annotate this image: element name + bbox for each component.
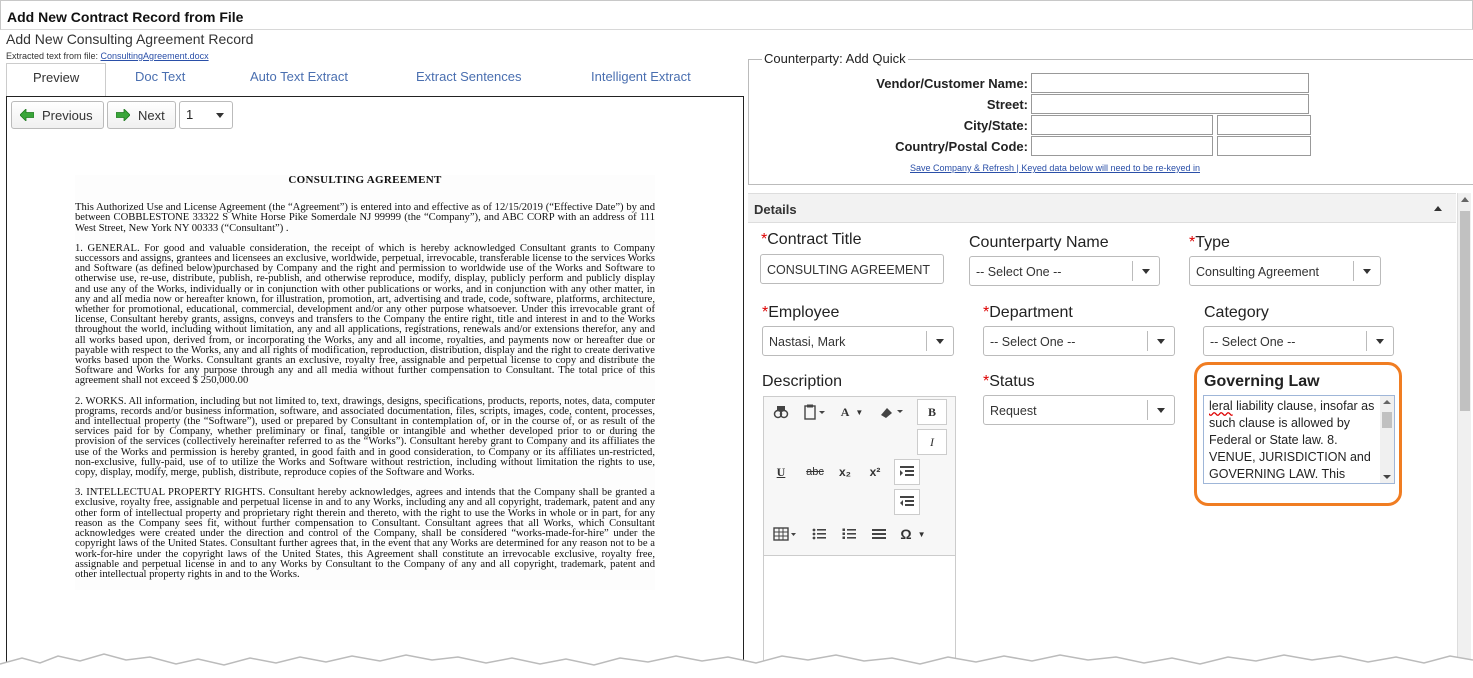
chevron-down-icon [1376,339,1384,344]
governing-law-scrollbar[interactable] [1380,396,1394,483]
document-paragraph: 1. GENERAL. For good and valuable consideration, the receipt of which is hereby acknowledged Consultant grants to Company successors and assigns, grantees and licensees an exclusive, worldwide, perpetual, irrevocable, transferable license to the services Works and Software (as defined below)purchased by Company and the right and permission to worldwide use of the Works and Software to otherwise use, re-use, distribute, publish, re-publish, and otherwise reproduce, modify, display, publicly perform and publicly display and use any of the Works, individually or in conjunction with other publications or works, and in conjunction with any other matter, in any and all media now or hereafter known, for illustration, promotion, art, advertising and trade, code, software, platforms, architecture, whether for promotional, educational, commercial, development and/or any other purpose whatsoever. Under this irrevocable grant of license, Consultant hereby grants, assigns, conveys and transfers to the Company the entire right, title and interest in and to the Works throughout the world, including without limitation, any and all applications, registrations, renewals and/or extensions therefor, any and all works based upon, derived from, or incorporating the Works, any and all income, royalties, and payments now or hereafter due or payable with respect to the Works, any and all rights of modification, reproduction, distribution, display and the right to create derivative works based upon the Works. Consultant grants an exclusive, royalty free, assignable and perpetual license to copy and distribute the Software and Works for any purpose through any and all media without further compensation to Consultant. The total price of this agreement shall not exceed $ 250,000.00 [75,242,655,387]
country-input[interactable] [1031,136,1213,156]
employee-label: *Employee [762,304,840,321]
extracted-file-link[interactable]: ConsultingAgreement.docx [100,51,209,61]
indent-icon[interactable] [894,459,920,485]
spell-error-text: leral [1209,399,1233,413]
tab-preview[interactable]: Preview [6,63,106,97]
type-select[interactable]: Consulting Agreement [1189,256,1381,286]
scrollbar-thumb[interactable] [1460,211,1470,411]
document-paragraph: 2. WORKS. All information, including but not limited to, text, drawings, designs, specifications, products, reports, notes, data, computer programs, records and/or business information, software, and associated documentation, files, scripts, images, code, content, processes, and intellectual property (the “Software”), used or prepared by Consultant in contemplation of, or in the course of, or as result of the services paid for by Company, whether preliminary or final, tangible or intangible and whether developed prior to or during the provision of the services (collectively hereinafter referred to as the “Works”). Consultant hereby grant to Company and its affiliates the use of the Works and permission is hereby granted, in good faith and in good consideration, to Company or its affiliates un-restricted, non-exclusive, fully-paid, use of to utilize the Works and Software without restriction, including without limitation the rights to use, copy, display, modify, merge, publish, distribute, reproduce copies of the Software and Works. [75,395,655,479]
employee-select[interactable]: Nastasi, Mark [762,326,954,356]
document-title: CONSULTING AGREEMENT [288,174,442,186]
superscript-button[interactable]: x² [869,465,881,479]
outdent-icon[interactable] [894,489,920,515]
contract-title-input[interactable]: CONSULTING AGREEMENT [760,254,944,284]
next-label: Next [138,107,165,123]
type-label: *Type [1189,234,1230,251]
postal-code-input[interactable] [1217,136,1311,156]
chevron-down-icon [1142,269,1150,274]
chevron-down-icon [936,339,944,344]
highlight-color-icon[interactable] [872,399,912,425]
next-button[interactable] [107,101,176,129]
city-input[interactable] [1031,115,1213,135]
status-label: *Status [983,373,1035,390]
table-icon[interactable] [768,521,802,547]
tab-auto-text-extract[interactable]: Auto Text Extract [250,69,349,84]
arrow-right-icon [116,109,130,121]
chevron-down-icon [1363,269,1371,274]
chevron-down-icon [1157,339,1165,344]
torn-edge [0,630,1473,678]
department-label: *Department [983,304,1073,321]
document-page [75,175,655,590]
previous-label: Previous [42,107,93,123]
vendor-name-label: Vendor/Customer Name: [876,76,1028,91]
governing-law-label: Governing Law [1204,373,1320,390]
collapse-up-icon[interactable] [1434,206,1442,211]
document-preview-panel [6,96,744,678]
font-color-button[interactable]: A ▼ [840,404,864,419]
italic-button[interactable]: I [917,429,947,455]
dialog-title: Add New Contract Record from File [7,9,244,25]
scrollbar-thumb[interactable] [1382,412,1392,428]
align-icon[interactable] [866,521,892,547]
tab-extract-sentences[interactable]: Extract Sentences [416,69,522,84]
bullet-list-icon[interactable] [806,521,832,547]
document-paragraph: 3. INTELLECTUAL PROPERTY RIGHTS. Consultant hereby acknowledges, agrees and intends that the Company shall be granted a exclusive, royalty free, assignable and perpetual license in and to any Works, including any and all copyright, trademark, patent and any other form of intellectual property and proprietary right therein and thereto, with the right to use the Works in whole or in part, for any reason as the Company sees fit, without further compensation to Consultant. Consultant agrees that all Works, which Consultant acknowledges were created under the direction and control of the Company, shall be considered “works-made-for-hire” under the copyright laws of the United States. Consultant further agrees that, in the event that any Works are determined for any reason not to be a work-for-hire under the copyright laws of the United States, this Agreement shall constitute an irrevocable exclusive, royalty free, assignable and perpetual license in and to any Works by Consultant to the Company of any and all copyright, trademark, patent and other intellectual property rights in and to the Works. [75,487,655,580]
details-title: Details [754,202,797,217]
previous-button[interactable] [11,101,104,129]
tab-doc-text[interactable]: Doc Text [135,69,186,84]
state-input[interactable] [1217,115,1311,135]
arrow-left-icon [20,109,34,121]
scroll-up-icon[interactable] [1461,197,1469,202]
counterparty-name-label: Counterparty Name [969,234,1109,251]
vendor-name-input[interactable] [1031,73,1309,93]
page-select[interactable] [179,101,233,129]
tab-intelligent-extract[interactable]: Intelligent Extract [591,69,691,84]
chevron-down-icon [1157,408,1165,413]
scroll-down-icon[interactable] [1383,475,1391,479]
category-label: Category [1204,304,1269,321]
preview-tabs [6,63,744,95]
counterparty-name-select[interactable]: -- Select One -- [969,256,1160,286]
dialog-titlebar [0,0,1473,30]
numbered-list-icon[interactable] [836,521,862,547]
category-select[interactable]: -- Select One -- [1203,326,1394,356]
page-select-value: 1 [186,107,194,122]
chevron-down-icon: ▼ [855,407,864,417]
counterparty-legend: Counterparty: Add Quick [764,51,906,66]
extracted-prefix: Extracted text from file: [6,51,101,61]
scroll-up-icon[interactable] [1383,400,1391,404]
subscript-button[interactable]: x₂ [838,465,851,479]
country-postal-label: Country/Postal Code: [895,139,1028,154]
bold-button[interactable]: B [917,399,947,425]
governing-law-textarea[interactable]: leral liability clause, insofar as such clause is allowed by Federal or State law. 8. VENUE, JURISDICTION and GOVERNING LAW. This [1203,395,1395,484]
street-label: Street: [986,97,1028,112]
page-subtitle: Add New Consulting Agreement Record [6,31,254,47]
chevron-down-icon: ▼ [917,529,926,539]
details-scrollbar[interactable] [1457,193,1471,673]
status-select[interactable]: Request [983,395,1175,425]
details-section-header[interactable] [748,193,1456,223]
paste-icon[interactable] [798,399,832,425]
city-state-label: City/State: [963,118,1028,133]
underline-button[interactable]: U [776,464,786,479]
special-character-button[interactable]: Ω ▼ [900,526,926,542]
save-company-link[interactable]: Save Company & Refresh | Keyed data below will need to be re-keyed in [910,163,1200,173]
description-label: Description [762,373,843,390]
document-paragraph: This Authorized Use and License Agreement (the “Agreement”) is entered into and effective as of 12/15/2019 (“Effective Date”) by and between COBBLESTONE 33322 S White Horse Pike Somerdale NJ 99999 (the “Company”), and ABC CORP with an address of 111 West Street, New York NY 00333 (“Consultant”) . [75,202,655,234]
find-replace-icon[interactable] [768,399,794,425]
strikethrough-button[interactable]: abc [806,466,824,478]
street-input[interactable] [1031,94,1309,114]
extracted-file-line [6,51,209,61]
contract-title-label: *Contract Title [761,231,862,248]
department-select[interactable]: -- Select One -- [983,326,1175,356]
chevron-down-icon [216,113,224,118]
